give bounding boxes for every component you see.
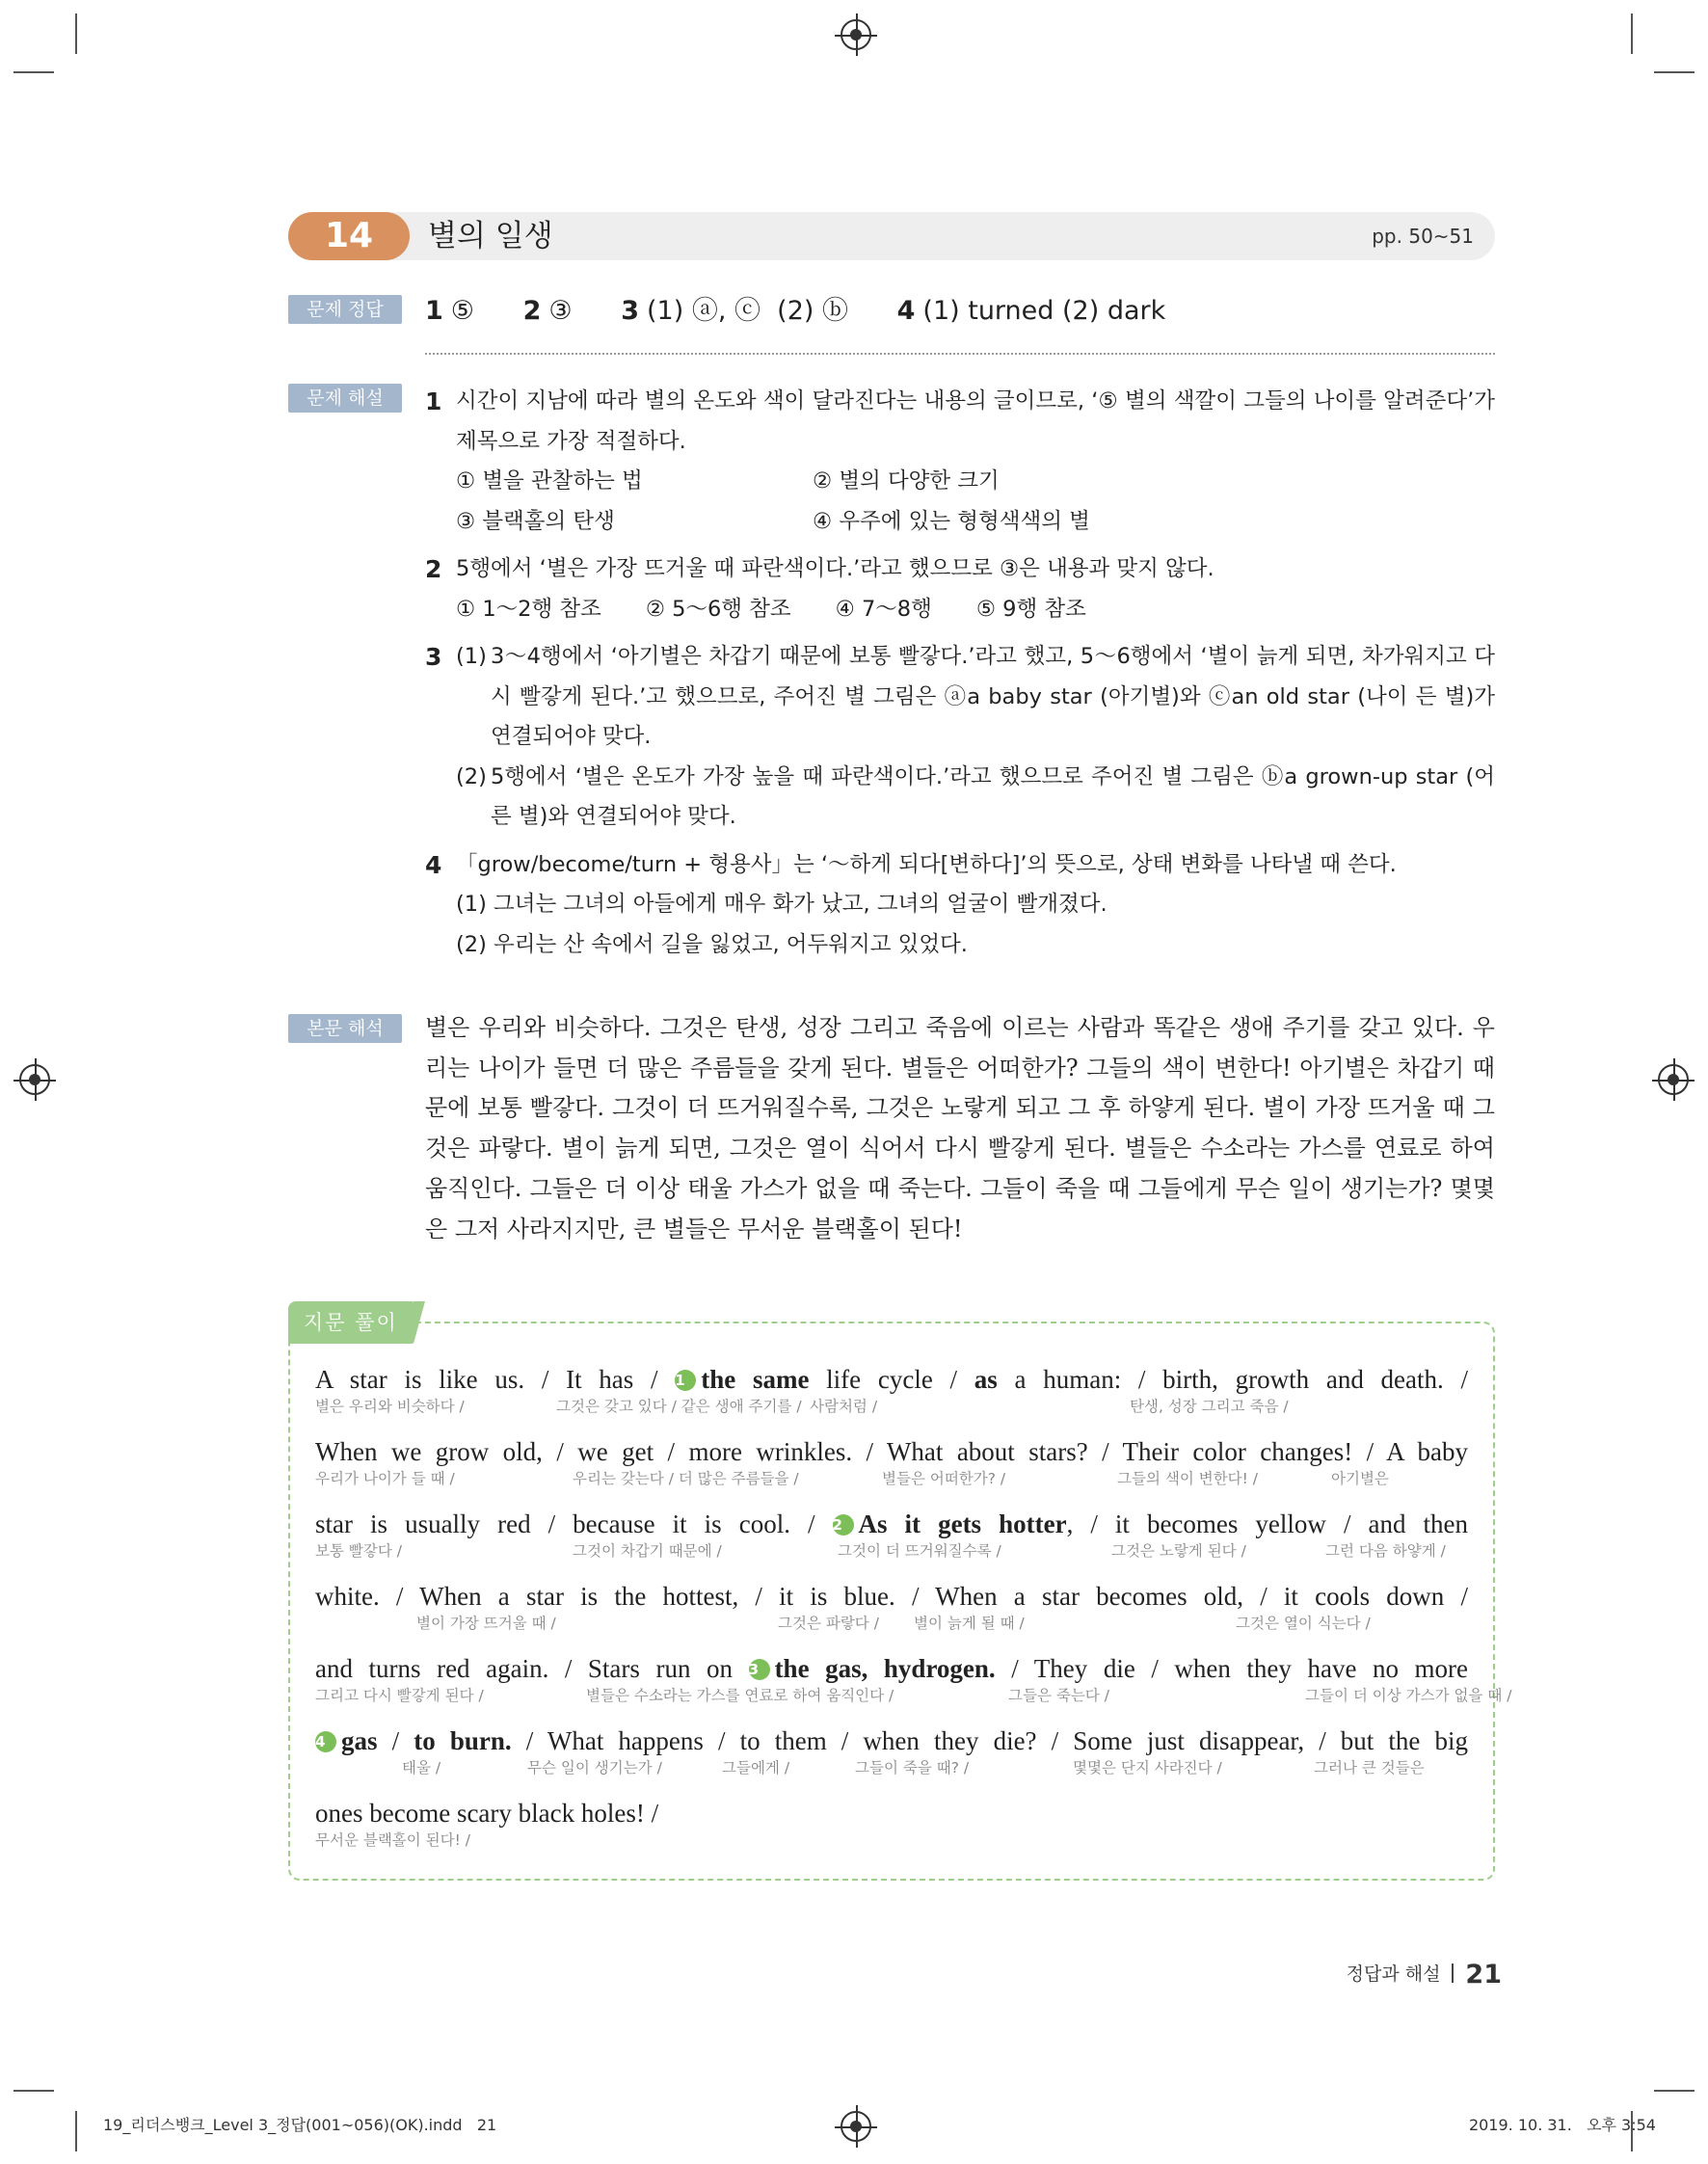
registration-mark-bottom (841, 2111, 871, 2142)
slug-date: 2019. 10. 31. 오후 3:54 (1468, 2116, 1656, 2134)
answer-item: 3 (1) ⓐ, ⓒ (2) ⓑ (621, 296, 849, 326)
page-range: pp. 50~51 (1372, 225, 1474, 248)
explanation-item-3: 3 (1) 3～4행에서 ‘아기별은 차갑기 때문에 보통 빨갛다.’라고 했고, 5～6행에서 ‘별이 늙게 되면, 차가워지고 다시 빨갛게 된다.’고 했으므로, 주어진 별 그림은 ⓐa baby star (아기별)와 ⓒan old star (나이 든 별)가 연결되어야 맞다. (2) 5행에서 ‘별은 온도가 가장 높을 때 파란색이다.’라고 했으므로 주어진 별 그림은 ⓑa grown-up star (어른 별)와 연결되어야 맞다. (425, 643, 1495, 829)
highlight-phrase: gas (341, 1726, 378, 1755)
label-answers: 문제 정답 (288, 295, 402, 324)
grammar-point-number: 2 (833, 1514, 854, 1536)
korean-gloss: 별들은 어떠한가? / (882, 1470, 1006, 1487)
korean-gloss: 그것이 더 뜨거워질수록 / (838, 1542, 1001, 1560)
label-reading: 지문 풀이 (288, 1301, 414, 1344)
reading-line (315, 1363, 1468, 1435)
answer-list (425, 294, 1206, 329)
grammar-point-number: 3 (749, 1659, 770, 1680)
label-explanation: 문제 해설 (288, 384, 402, 413)
highlight-phrase: the same (701, 1365, 810, 1394)
reading-line (315, 1580, 1468, 1652)
reading-line (315, 1508, 1468, 1580)
korean-gloss: 보통 빨갛다 / (315, 1542, 402, 1560)
english-line (315, 1797, 1468, 1830)
korean-gloss: 그것은 열이 식는다 / (1236, 1615, 1371, 1632)
english-text: ones become scary black holes! / (315, 1799, 659, 1828)
dotted-divider (425, 353, 1495, 355)
answer-item: 1 ⑤ (425, 296, 475, 326)
korean-gloss-line (315, 1468, 1468, 1489)
english-text: , / it becomes yellow / and then (1066, 1509, 1469, 1538)
korean-gloss: 그리고 다시 빨갛게 된다 / (315, 1687, 484, 1704)
reading-line (315, 1724, 1468, 1797)
crop-mark (1654, 2090, 1695, 2092)
english-line (315, 1652, 1468, 1685)
registration-mark-top (841, 19, 871, 50)
unit-header (288, 212, 1495, 260)
korean-gloss: 우리는 갖는다 / 더 많은 주름들을 / (573, 1470, 799, 1487)
highlight-phrase: to burn. (414, 1726, 512, 1755)
reading-line (315, 1652, 1512, 1724)
korean-gloss: 그것은 노랗게 된다 / (1111, 1542, 1246, 1560)
reading-lines (315, 1363, 1512, 1869)
registration-mark-right (1658, 1064, 1689, 1095)
explanation-item-1: 1 시간이 지남에 따라 별의 온도와 색이 달라진다는 내용의 글이므로, ‘⑤ 별의 색깔이 그들의 나이를 알려준다’가 제목으로 가장 적절하다. ① 별을 관찰하는 법 ② 별의 다양한 크기 ③ 블랙홀의 탄생 ④ 우주에 있는 형형색색의 별 (425, 382, 1495, 542)
english-text: life cycle / (809, 1365, 974, 1394)
crop-mark (13, 71, 54, 73)
reading-line (315, 1435, 1468, 1508)
korean-gloss: 우리가 나이가 들 때 / (315, 1470, 455, 1487)
english-text: / They die / when they have no more (995, 1654, 1469, 1683)
korean-gloss: 별이 늙게 될 때 / (914, 1615, 1025, 1632)
korean-gloss: 탄생, 성장 그리고 죽음 / (1130, 1398, 1289, 1415)
crop-mark (75, 2111, 77, 2151)
korean-gloss: 그들이 죽을 때? / (855, 1759, 970, 1777)
korean-gloss: 그들에게 / (722, 1759, 790, 1777)
option-list: ① 1～2행 참조 ② 5～6행 참조 ④ 7～8행 ⑤ 9행 참조 (456, 596, 1086, 622)
translation-text: 별은 우리와 비슷하다. 그것은 탄생, 성장 그리고 죽음에 이르는 사람과 똑같은 생애 주기를 갖고 있다. 우리는 나이가 들면 더 많은 주름들을 갖게 된다. 별들은 어떠한가? 그들의 색이 변한다! 아기별은 차갑기 때문에 보통 빨갛다. 그것이 더 뜨거워질수록, 그것은 노랗게 되고 그 후 하얗게 된다. 별이 가장 뜨거울 때 그것은 파랗다. 별이 늙게 되면, 그것은 열이 식어서 다시 빨갛게 된다. 별들은 수소라는 가스를 연료로 하여 움직인다. 그들은 더 이상 태울 가스가 없을 때 죽는다. 그들이 죽을 때 그들에게 무슨 일이 생기는가? 몇몇은 그저 사라지지만, 큰 별들은 무서운 블랙홀이 된다! (425, 1014, 1495, 1242)
crop-mark (13, 2090, 54, 2092)
registration-mark-left (19, 1064, 50, 1095)
english-text: When we grow old, / we get / more wrinkles. / What about stars? / Their color changes! / A baby (315, 1437, 1468, 1466)
crop-mark (75, 13, 77, 54)
english-text: and turns red again. / Stars run on (315, 1654, 749, 1683)
korean-gloss: 그러나 큰 것들은 (1314, 1759, 1425, 1777)
korean-gloss: 사람처럼 / (810, 1398, 878, 1415)
explanation-item-2: 2 5행에서 ‘별은 가장 뜨거울 때 파란색이다.’라고 했으므로 ③은 내용과 맞지 않다. ① 1～2행 참조 ② 5～6행 참조 ④ 7～8행 ⑤ 9행 참조 (425, 549, 1495, 629)
explanation-item-4: 4 「grow/become/turn + 형용사」는 ‘～하게 되다[변하다]’의 뜻으로, 상태 변화를 나타낼 때 쓴다. (1) 그녀는 그녀의 아들에게 매우 화가 났고, 그녀의 얼굴이 빨개졌다. (2) 우리는 산 속에서 길을 잃었고, 어두워지고 있었다. (425, 850, 1397, 957)
unit-number: 14 (288, 212, 410, 260)
korean-gloss: 무슨 일이 생기는가 / (527, 1759, 662, 1777)
highlight-phrase: As it gets hotter (858, 1509, 1067, 1538)
korean-gloss: 그런 다음 하얗게 / (1325, 1542, 1446, 1560)
answer-item: 2 ③ (522, 296, 573, 326)
answer-item: 4 (1) turned (2) dark (896, 296, 1166, 326)
english-text: star is usually red / because it is cool. / (315, 1509, 833, 1538)
highlight-phrase: the gas, hydrogen. (774, 1654, 996, 1683)
korean-gloss: 그것은 갖고 있다 / 같은 생애 주기를 / (556, 1398, 802, 1415)
korean-gloss: 그들이 더 이상 가스가 없을 때 / (1305, 1687, 1512, 1704)
grammar-point-number: 1 (675, 1370, 696, 1391)
korean-gloss-line (315, 1613, 1468, 1634)
korean-gloss: 별이 가장 뜨거울 때 / (416, 1615, 556, 1632)
korean-gloss-line (315, 1540, 1468, 1562)
highlight-phrase: as (974, 1365, 998, 1394)
korean-gloss: 그것은 파랗다 / (778, 1615, 879, 1632)
english-line (315, 1435, 1468, 1468)
korean-gloss-line (315, 1685, 1512, 1706)
korean-gloss: 별들은 수소라는 가스를 연료로 하여 움직인다 / (586, 1687, 894, 1704)
explanation-list (425, 382, 1495, 965)
korean-gloss: 아기별은 (1331, 1470, 1389, 1487)
reading-line (315, 1797, 1468, 1869)
english-line (315, 1580, 1468, 1613)
option-list: ① 별을 관찰하는 법 ② 별의 다양한 크기 ③ 블랙홀의 탄생 ④ 우주에 있는 형형색색의 별 (456, 468, 1090, 534)
english-line (315, 1363, 1468, 1396)
english-text: / What happens / to them / when they die? / Some just disappear, / but the big (511, 1726, 1468, 1755)
korean-gloss-line (315, 1830, 1468, 1851)
korean-gloss-line (315, 1757, 1468, 1778)
english-text: A star is like us. / It has / (315, 1365, 676, 1394)
section-name: 정답과 해설 (1346, 1964, 1441, 1985)
english-text: / (377, 1726, 414, 1755)
korean-gloss: 무서운 블랙홀이 된다! / (315, 1831, 470, 1849)
korean-gloss: 그것이 차갑기 때문에 / (573, 1542, 722, 1560)
korean-gloss: 별은 우리와 비슷하다 / (315, 1398, 465, 1415)
korean-gloss: 몇몇은 단지 사라진다 / (1073, 1759, 1222, 1777)
label-translation: 본문 해석 (288, 1014, 402, 1043)
crop-mark (1654, 71, 1695, 73)
english-text: white. / When a star is the hottest, / it is blue. / When a star becomes old, / it cools down / (315, 1582, 1468, 1611)
folio (1347, 1959, 1502, 1990)
korean-gloss: 그들의 색이 변한다! / (1117, 1470, 1259, 1487)
crop-mark (1631, 13, 1633, 54)
korean-gloss: 태울 / (402, 1759, 441, 1777)
english-line (315, 1508, 1468, 1540)
unit-title: 별의 일생 (428, 219, 553, 254)
korean-gloss: 그들은 죽는다 / (1008, 1687, 1109, 1704)
slug-file: 19_리더스뱅크_Level 3_정답(001~056)(OK).indd 21 (103, 2116, 497, 2134)
korean-gloss-line (315, 1396, 1468, 1417)
grammar-point-number: 4 (315, 1731, 336, 1752)
english-line (315, 1724, 1468, 1757)
english-text: a human: / birth, growth and death. / (997, 1365, 1468, 1394)
page-number: 21 (1465, 1960, 1502, 1990)
